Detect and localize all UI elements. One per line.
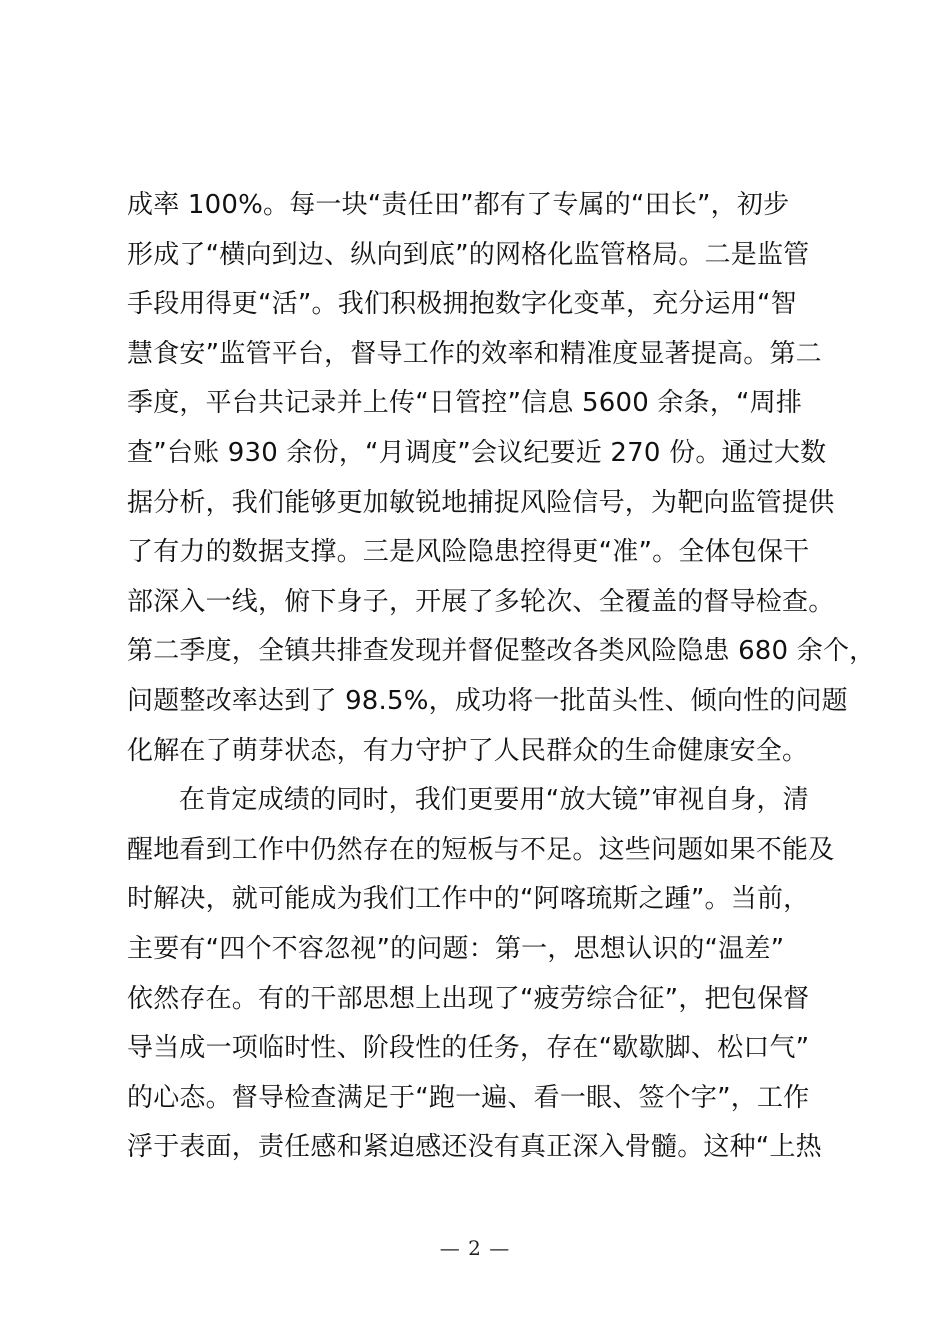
text-line: 时解决，就可能成为我们工作中的“阿喀琉斯之踵”。当前， [127, 884, 810, 915]
text-line: 部深入一线，俯下身子，开展了多轮次、全覆盖的督导检查。 [127, 586, 835, 617]
text-line: 浮于表面，责任感和紧迫感还没有真正深入骨髓。这种“上热 [127, 1132, 822, 1163]
text-line: 主要有“四个不容忽视”的问题：第一，思想认识的“温差” [127, 933, 785, 964]
text-line: 第二季度，全镇共排查发现并督促整改各类风险隐患 680 余个， [127, 636, 876, 667]
text-line: 了有力的数据支撑。三是风险隐患控得更“准”。全体包保干 [127, 537, 810, 568]
text-line: 成率 100%。每一块“责任田”都有了专属的“田长”，初步 [127, 190, 790, 220]
text-line: 醒地看到工作中仍然存在的短板与不足。这些问题如果不能及 [127, 834, 835, 865]
page-number: — 2 — [439, 1236, 511, 1260]
text-line: 导当成一项临时性、阶段性的任务，存在“歇歇脚、松口气” [127, 1033, 810, 1064]
text-line: 季度，平台共记录并上传“日管控”信息 5600 余条，“周排 [127, 388, 803, 419]
paragraph-start-line: 在肯定成绩的同时，我们更要用“放大镜”审视自身，清 [179, 785, 809, 816]
text-line: 查”台账 930 余份，“月调度”会议纪要近 270 份。通过大数 [127, 437, 827, 468]
text-line: 据分析，我们能够更加敏锐地捕捉风险信号，为靶向监管提供 [127, 487, 835, 518]
body-text [127, 181, 876, 1173]
text-line: 慧食安”监管平台，督导工作的效率和精准度显著提高。第二 [127, 338, 822, 369]
text-line: 手段用得更“活”。我们积极拥抱数字化变革，充分运用“智 [127, 289, 797, 320]
text-line: 依然存在。有的干部思想上出现了“疲劳综合征”，把包保督 [127, 983, 810, 1014]
text-line: 的心态。督导检查满足于“跑一遍、看一眼、签个字”，工作 [127, 1082, 810, 1113]
text-line: 形成了“横向到边、纵向到底”的网格化监管格局。二是监管 [127, 239, 810, 270]
text-line: 问题整改率达到了 98.5%，成功将一批苗头性、倾向性的问题 [127, 685, 848, 716]
text-line: 化解在了萌芽状态，有力守护了人民群众的生命健康安全。 [127, 735, 809, 766]
